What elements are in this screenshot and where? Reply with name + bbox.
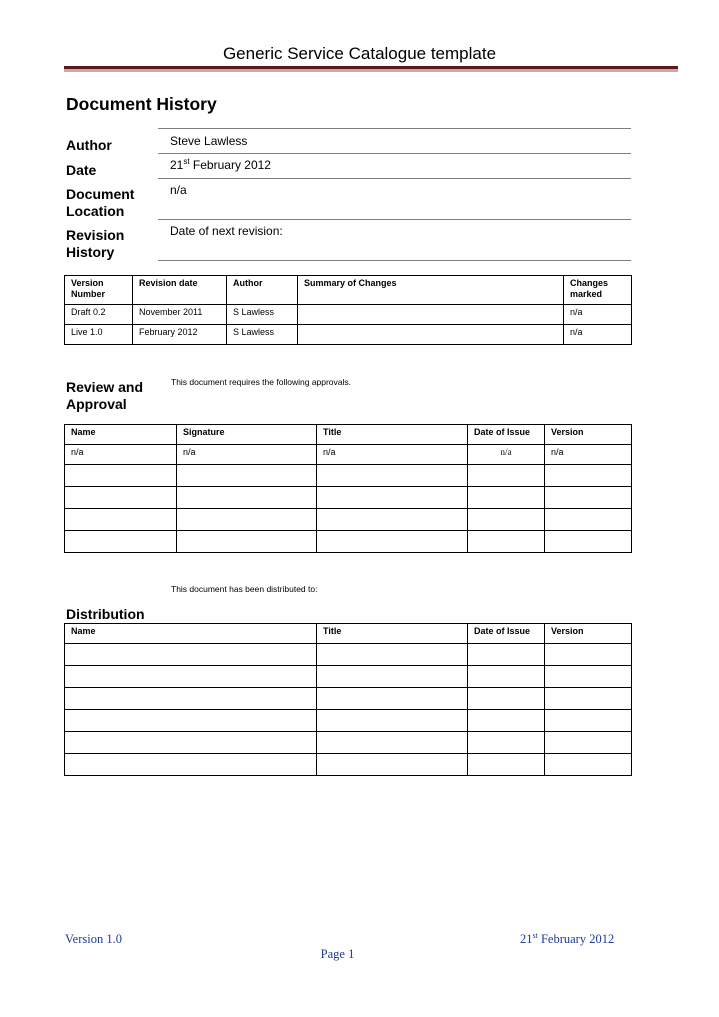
table-cell xyxy=(468,644,545,666)
table-cell xyxy=(177,465,317,487)
date-label: Date xyxy=(66,162,97,178)
table-cell xyxy=(317,666,468,688)
table-cell xyxy=(298,325,564,345)
date-value xyxy=(170,158,271,172)
table-row xyxy=(65,305,632,325)
meta-rule-author xyxy=(158,153,631,154)
table-cell xyxy=(65,754,317,776)
table-cell: S Lawless xyxy=(227,325,298,345)
column-header: Version xyxy=(545,624,632,644)
table-cell: Live 1.0 xyxy=(65,325,133,345)
table-row xyxy=(65,325,632,345)
column-header: Changes marked xyxy=(564,276,632,305)
table-cell xyxy=(65,487,177,509)
table-cell xyxy=(545,531,632,553)
table-cell xyxy=(65,644,317,666)
date-rest: February 2012 xyxy=(189,158,271,172)
column-header: Revision date xyxy=(133,276,227,305)
document-location-value: n/a xyxy=(170,183,187,197)
table-row xyxy=(65,754,632,776)
table-row xyxy=(65,666,632,688)
author-label: Author xyxy=(66,137,112,153)
date-suffix: st xyxy=(183,157,190,166)
table-cell xyxy=(545,644,632,666)
table-cell xyxy=(317,688,468,710)
table-cell xyxy=(545,509,632,531)
distribution-note: This document has been distributed to: xyxy=(171,584,318,594)
column-header: Title xyxy=(317,624,468,644)
footer-page-number: Page 1 xyxy=(320,947,355,961)
table-cell xyxy=(177,531,317,553)
table-cell: n/a xyxy=(545,445,632,465)
table-cell xyxy=(65,465,177,487)
meta-rule-revision xyxy=(158,260,631,261)
column-header: Author xyxy=(227,276,298,305)
table-cell xyxy=(545,666,632,688)
table-cell xyxy=(317,710,468,732)
table-cell: n/a xyxy=(564,305,632,325)
table-cell xyxy=(317,732,468,754)
table-cell xyxy=(298,305,564,325)
table-cell xyxy=(468,465,545,487)
table-cell xyxy=(317,465,468,487)
column-header: Signature xyxy=(177,425,317,445)
table-cell xyxy=(65,509,177,531)
table-row xyxy=(65,509,632,531)
distribution-label: Distribution xyxy=(66,606,145,622)
column-header: Date of Issue xyxy=(468,425,545,445)
revision-history-label: Revision History xyxy=(66,227,125,260)
document-history-title: Document History xyxy=(66,94,217,114)
footer-date-day: 21 xyxy=(520,932,533,946)
footer-date-suffix: st xyxy=(532,930,538,940)
footer-date xyxy=(520,932,614,947)
table-cell: n/a xyxy=(564,325,632,345)
table-cell: n/a xyxy=(468,445,545,465)
table-cell: n/a xyxy=(65,445,177,465)
revision-table xyxy=(64,275,632,345)
table-cell: n/a xyxy=(317,445,468,465)
table-cell xyxy=(65,710,317,732)
column-header: Name xyxy=(65,624,317,644)
table-row xyxy=(65,688,632,710)
table-header-row xyxy=(65,425,632,445)
author-value: Steve Lawless xyxy=(170,134,248,148)
table-cell xyxy=(545,754,632,776)
column-header: Date of Issue xyxy=(468,624,545,644)
table-cell xyxy=(468,666,545,688)
table-cell xyxy=(317,754,468,776)
table-cell xyxy=(468,531,545,553)
table-cell xyxy=(468,487,545,509)
table-cell xyxy=(545,465,632,487)
table-cell: Draft 0.2 xyxy=(65,305,133,325)
table-cell xyxy=(65,531,177,553)
table-row xyxy=(65,465,632,487)
column-header: Summary of Changes xyxy=(298,276,564,305)
table-cell xyxy=(317,509,468,531)
table-cell xyxy=(317,531,468,553)
footer-date-rest: February 2012 xyxy=(537,932,615,946)
table-cell xyxy=(65,732,317,754)
table-cell: February 2012 xyxy=(133,325,227,345)
table-row xyxy=(65,487,632,509)
revision-history-value: Date of next revision: xyxy=(170,224,283,238)
table-row xyxy=(65,710,632,732)
distribution-table xyxy=(64,623,632,776)
table-cell xyxy=(65,688,317,710)
table-cell xyxy=(468,732,545,754)
meta-rule-location xyxy=(158,219,631,220)
table-cell xyxy=(65,666,317,688)
table-header-row xyxy=(65,624,632,644)
table-cell xyxy=(468,509,545,531)
table-cell xyxy=(177,509,317,531)
document-location-label: Document Location xyxy=(66,186,135,219)
date-day: 21 xyxy=(170,158,184,172)
table-cell xyxy=(177,487,317,509)
table-cell xyxy=(317,487,468,509)
table-cell xyxy=(468,754,545,776)
table-header-row xyxy=(65,276,632,305)
page-header-title: Generic Service Catalogue template xyxy=(222,44,497,63)
review-table xyxy=(64,424,632,553)
table-row xyxy=(65,445,632,465)
table-cell xyxy=(545,688,632,710)
meta-rule-top xyxy=(158,128,631,129)
footer-version: Version 1.0 xyxy=(65,932,122,946)
column-header: Name xyxy=(65,425,177,445)
column-header: Version Number xyxy=(65,276,133,305)
table-cell xyxy=(545,487,632,509)
table-cell xyxy=(468,688,545,710)
table-cell xyxy=(468,710,545,732)
table-cell: November 2011 xyxy=(133,305,227,325)
table-row xyxy=(65,644,632,666)
review-approval-label: Review and Approval xyxy=(66,379,144,412)
review-note: This document requires the following approvals. xyxy=(171,377,352,387)
column-header: Version xyxy=(545,425,632,445)
table-cell xyxy=(317,644,468,666)
table-row xyxy=(65,531,632,553)
column-header: Title xyxy=(317,425,468,445)
table-cell: S Lawless xyxy=(227,305,298,325)
table-cell: n/a xyxy=(177,445,317,465)
table-row xyxy=(65,732,632,754)
meta-rule-date xyxy=(158,178,631,179)
header-rule-shadow xyxy=(64,69,678,72)
table-cell xyxy=(545,732,632,754)
table-cell xyxy=(545,710,632,732)
